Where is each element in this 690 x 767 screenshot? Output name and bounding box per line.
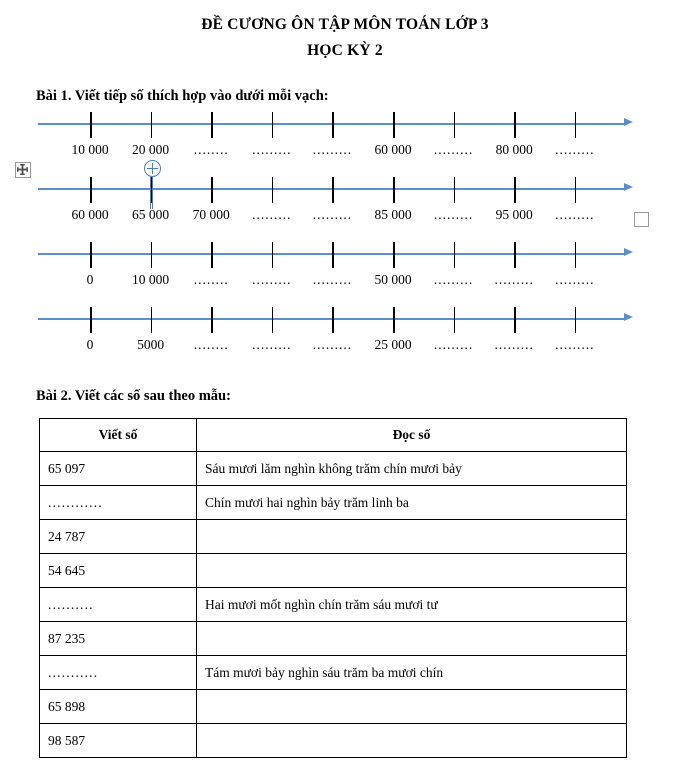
number-line-value: 60 000 [71,207,109,222]
cell-doc-so[interactable] [197,520,627,554]
number-lines-container [0,112,690,372]
axis-tick [575,242,577,268]
axis-arrow-icon [624,248,633,256]
number-line-value: 10 000 [132,272,170,287]
number-line-blank: ......... [555,272,595,287]
table-row [40,622,627,656]
axis-tick [211,242,213,268]
resize-object-handle[interactable] [634,212,649,227]
number-line-value: 95 000 [495,207,533,222]
cell-viet-so[interactable]: 98 587 [40,724,197,758]
axis-tick [272,177,274,203]
cell-doc-so[interactable]: Sáu mươi lăm nghìn không trăm chín mươi bảy [197,452,627,486]
table-row [40,690,627,724]
table-header-row [40,419,627,452]
cell-viet-so[interactable]: 54 645 [40,554,197,588]
number-line-blank: ......... [433,207,474,222]
number-line-value: 20 000 [132,142,170,157]
number-line-blank: ......... [555,207,595,222]
axis-tick [90,177,92,203]
axis-tick [393,112,395,138]
cell-viet-so[interactable]: 65 898 [40,690,197,724]
axis-tick [90,242,92,268]
cell-doc-so[interactable]: Chín mươi hai nghìn bảy trăm linh ba [197,486,627,520]
axis-tick [454,242,456,268]
axis-arrow-icon [624,313,633,321]
column-header-viet-so: Viết số [40,419,197,452]
axis-tick [90,112,92,138]
axis-tick [454,112,456,138]
number-line-value: 85 000 [374,207,412,222]
number-line-blank: ......... [312,272,353,287]
number-line-labels [0,337,690,361]
column-header-doc-so: Đọc số [197,419,627,452]
title-line-1: ĐỀ CƯƠNG ÔN TẬP MÔN TOÁN LỚP 3 [201,16,489,33]
cell-viet-so[interactable]: 87 235 [40,622,197,656]
number-line-4 [0,307,690,372]
number-line-labels [0,207,690,231]
number-line-labels [0,272,690,296]
object-anchor-stem [150,177,153,209]
table-row [40,452,627,486]
exercise-1-heading: Bài 1. Viết tiếp số thích hợp vào dưới mỗi vạch: [36,88,329,104]
axis-tick [454,177,456,203]
cell-doc-so[interactable] [197,554,627,588]
axis-tick [151,307,153,333]
cell-doc-so[interactable]: Tám mươi bảy nghìn sáu trăm ba mươi chín [197,656,627,690]
number-line-blank: ......... [252,142,292,157]
number-line-value: 65 000 [132,207,170,222]
axis-tick [514,177,516,203]
number-line-labels [0,142,690,166]
number-line-blank: ......... [312,142,353,157]
table-row [40,554,627,588]
axis-tick [514,307,516,333]
number-line-blank: ......... [494,272,534,287]
axis-tick [393,307,395,333]
axis-tick [332,177,334,203]
axis-tick [211,307,213,333]
number-line-3 [0,242,690,307]
axis-tick [151,242,153,268]
axis-tick [272,307,274,333]
number-line-blank: ........ [193,272,229,287]
number-line-blank: ......... [312,207,353,222]
number-line-value: 50 000 [374,272,412,287]
axis-tick [151,112,153,138]
cell-doc-so[interactable] [197,690,627,724]
cell-viet-so[interactable]: 65 097 [40,452,197,486]
cell-viet-so[interactable]: ............ [40,486,197,520]
number-line-blank: ......... [252,272,292,287]
write-read-numbers-table [39,418,627,758]
number-line-blank: ......... [433,272,474,287]
exercise-2-table-wrap [39,418,627,758]
number-line-blank: ........ [193,337,229,352]
exercise-2-heading: Bài 2. Viết các số sau theo mẫu: [36,388,231,404]
axis-tick [454,307,456,333]
axis-tick [575,307,577,333]
number-line-blank: ......... [433,142,474,157]
number-line-value: 70 000 [192,207,230,222]
table-row [40,724,627,758]
number-line-blank: ......... [433,337,474,352]
number-line-2 [0,177,690,242]
cell-viet-so[interactable]: ........... [40,656,197,690]
number-line-blank: ......... [555,337,595,352]
number-line-blank: ........ [193,142,229,157]
axis-tick [211,177,213,203]
number-line-blank: ......... [312,337,353,352]
cell-viet-so[interactable]: 24 787 [40,520,197,554]
axis-tick [575,177,577,203]
number-line-blank: ......... [494,337,534,352]
table-row [40,520,627,554]
axis-tick [272,112,274,138]
number-line-blank: ......... [555,142,595,157]
number-line-blank: ......... [252,337,292,352]
number-line-value: 10 000 [71,142,109,157]
axis-tick [575,112,577,138]
table-row [40,656,627,690]
cell-doc-so[interactable] [197,622,627,656]
cell-viet-so[interactable]: .......... [40,588,197,622]
cell-doc-so[interactable]: Hai mươi mốt nghìn chín trăm sáu mươi tư [197,588,627,622]
number-line-value: 5000 [137,337,165,352]
axis-tick [90,307,92,333]
number-line-value: 0 [86,272,94,287]
cell-doc-so[interactable] [197,724,627,758]
axis-arrow-icon [624,118,633,126]
table-row [40,486,627,520]
axis-tick [514,242,516,268]
axis-arrow-icon [624,183,633,191]
document-title [0,0,690,64]
axis-tick [272,242,274,268]
axis-tick [211,112,213,138]
axis-tick [514,112,516,138]
number-line-value: 60 000 [374,142,412,157]
number-line-value: 25 000 [374,337,412,352]
title-line-2: HỌC KỲ 2 [307,42,383,59]
axis-tick [332,242,334,268]
axis-tick [332,307,334,333]
axis-tick [393,177,395,203]
number-line-1 [0,112,690,177]
table-row [40,588,627,622]
number-line-value: 80 000 [495,142,533,157]
number-line-blank: ......... [252,207,292,222]
axis-tick [393,242,395,268]
object-anchor-handle[interactable] [144,160,161,177]
move-object-handle[interactable] [15,162,31,178]
axis-tick [332,112,334,138]
number-line-value: 0 [86,337,94,352]
